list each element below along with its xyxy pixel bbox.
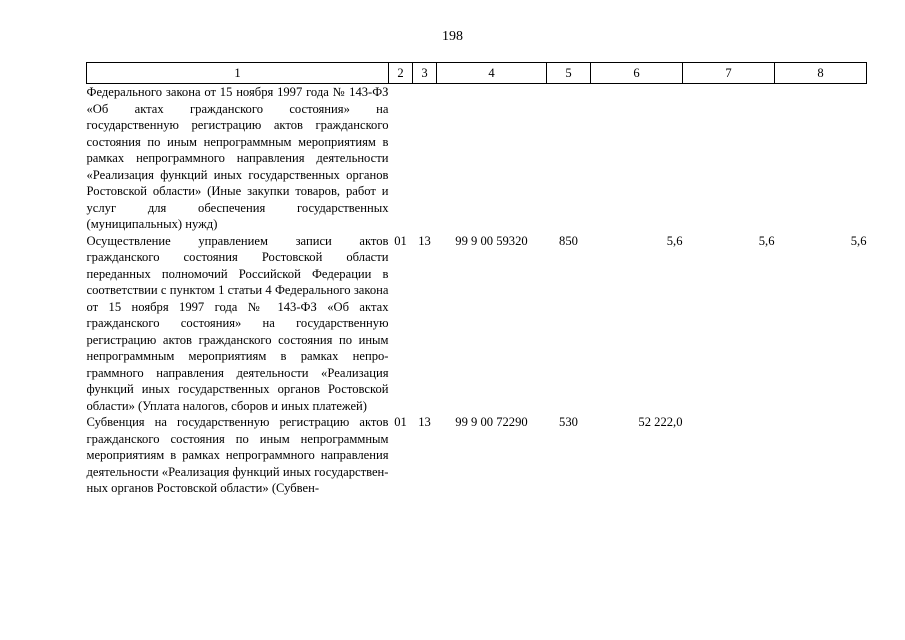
page-number: 198	[442, 29, 463, 44]
column-header: 3	[413, 63, 437, 84]
row-amount-2	[683, 84, 775, 233]
row-description: Осуществление управлением записи актов гражданского состояния Ростовской области переданных полномочий Российской Федерации в соответствии с пунктом 1 статьи 4 Федерального закона от 15 ноября 1997 года № 143-ФЗ «Об актах гражданского состояния» на государственную регистрацию актов гражданского состояния по иным непрограммным мероприятиям в рамках непрограммного направления деятельности «Реализация функций иных государственных органов Ростовской области» (Уплата налогов, сборов и иных платежей)	[86, 233, 389, 413]
row-target-article: 99 9 00 59320	[455, 233, 528, 248]
column-header: 2	[389, 63, 413, 84]
row-subsection	[413, 84, 437, 233]
row-section: 01	[394, 415, 407, 429]
table-row	[87, 84, 867, 233]
row-amount-3	[775, 414, 867, 497]
row-target-article	[437, 84, 547, 233]
row-amount-1: 5,6	[666, 233, 683, 248]
column-header: 5	[547, 63, 591, 84]
column-header: 1	[87, 63, 389, 84]
row-amount-2: 5,6	[758, 233, 775, 248]
row-expense-type: 850	[559, 233, 578, 248]
column-header: 4	[437, 63, 547, 84]
row-amount-1	[591, 84, 683, 233]
row-amount-1: 52 222,0	[638, 415, 683, 429]
row-amount-2	[683, 414, 775, 497]
row-expense-type: 530	[559, 415, 578, 429]
table-row	[87, 233, 867, 415]
row-amount-3	[775, 84, 867, 233]
row-description: Субвенция на государственную регистрацию актов гражданского состояния по иным непрограммным мероприятиям в рамках непрограммного направления деятельности «Реализация функций иных государственных органов Ростовской области» (Субвен-	[86, 415, 389, 495]
row-subsection: 13	[418, 415, 431, 429]
row-amount-3: 5,6	[850, 233, 867, 248]
row-target-article: 99 9 00 72290	[455, 415, 528, 429]
row-expense-type	[547, 84, 591, 233]
column-header: 7	[683, 63, 775, 84]
row-subsection: 13	[418, 233, 431, 248]
column-header: 6	[591, 63, 683, 84]
table-header-row	[87, 63, 867, 84]
row-section: 01	[394, 233, 407, 248]
table-row	[87, 414, 867, 497]
column-header: 8	[775, 63, 867, 84]
row-section	[389, 84, 413, 233]
budget-table	[86, 62, 867, 497]
row-description: Федерального закона от 15 ноября 1997 года № 143-ФЗ «Об актах гражданского состояния» на государственную регистрацию актов гражданского состояния по иным непрограммным мероприятиям в рамках непрограммного направления деятельности «Реализация функций иных государственных органов Ростовской области» (Иные закупки товаров, работ и услуг для обеспечения государственных (муниципальных) нужд)	[86, 85, 389, 231]
